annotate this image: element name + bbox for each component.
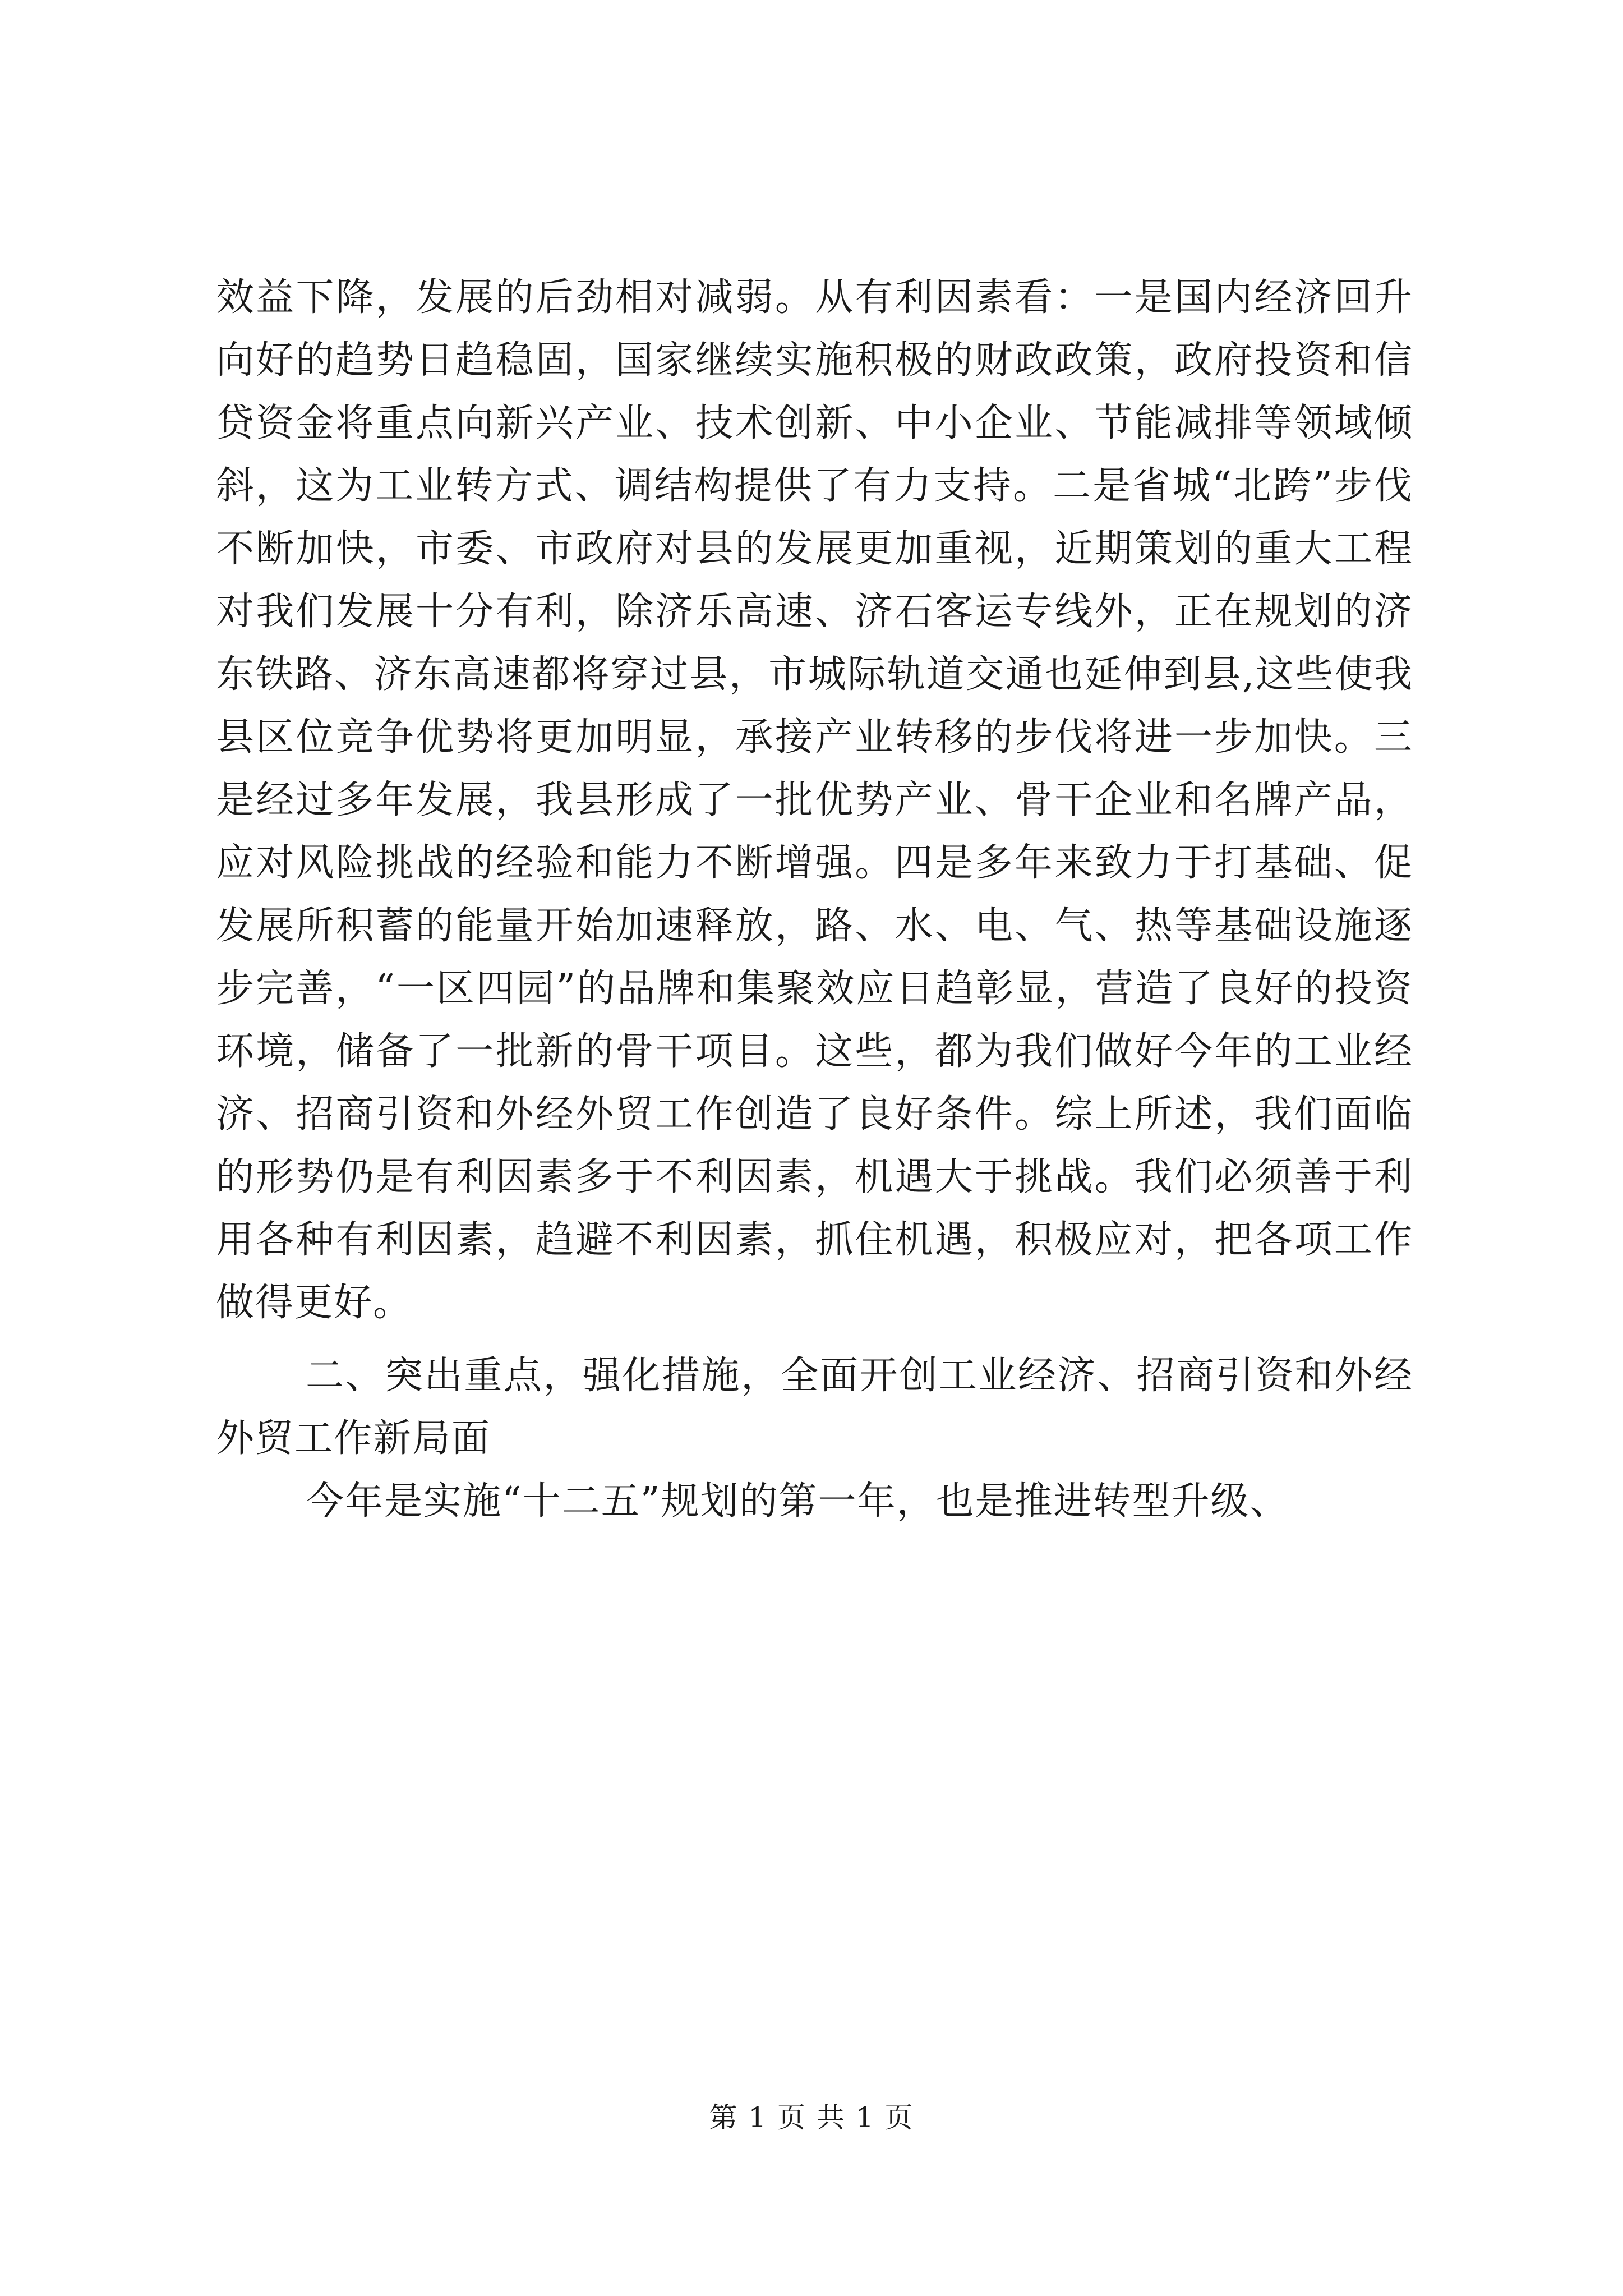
section-heading: 二、突出重点，强化措施，全面开创工业经济、招商引资和外经外贸工作新局面 — [216, 1354, 1413, 1461]
paragraph-intro: 今年是实施“十二五”规划的第一年，也是推进转型升级、 — [306, 1479, 1289, 1524]
document-body — [216, 266, 1413, 1533]
page-footer: 第 1 页 共 1 页 — [709, 2101, 914, 2134]
paragraph-continuation: 效益下降，发展的后劲相对减弱。从有利因素看：一是国内经济回升向好的趋势日趋稳固，国家继续实施积极的财政政策，政府投资和信贷资金将重点向新兴产业、技术创新、中小企业、节能减排等领域倾斜，这为工业转方式、调结构提供了有力支持。二是省城“北跨”步伐不断加快，市委、市政府对县的发展更加重视，近期策划的重大工程对我们发展十分有利，除济乐高速、济石客运专线外，正在规划的济东铁路、济东高速都将穿过县，市城际轨道交通也延伸到县,这些使我县区位竞争优势将更加明显，承接产业转移的步伐将进一步加快。三是经过多年发展，我县形成了一批优势产业、骨干企业和名牌产品，应对风险挑战的经验和能力不断增强。四是多年来致力于打基础、促发展所积蓄的能量开始加速释放，路、水、电、气、热等基础设施逐步完善，“一区四园”的品牌和集聚效应日趋彰显，营造了良好的投资环境，储备了一批新的骨干项目。这些，都为我们做好今年的工业经济、招商引资和外经外贸工作创造了良好条件。综上所述，我们面临的形势仍是有利因素多于不利因素，机遇大于挑战。我们必须善于利用各种有利因素，趋避不利因素，抓住机遇，积极应对，把各项工作做得更好。 — [216, 275, 1413, 1325]
